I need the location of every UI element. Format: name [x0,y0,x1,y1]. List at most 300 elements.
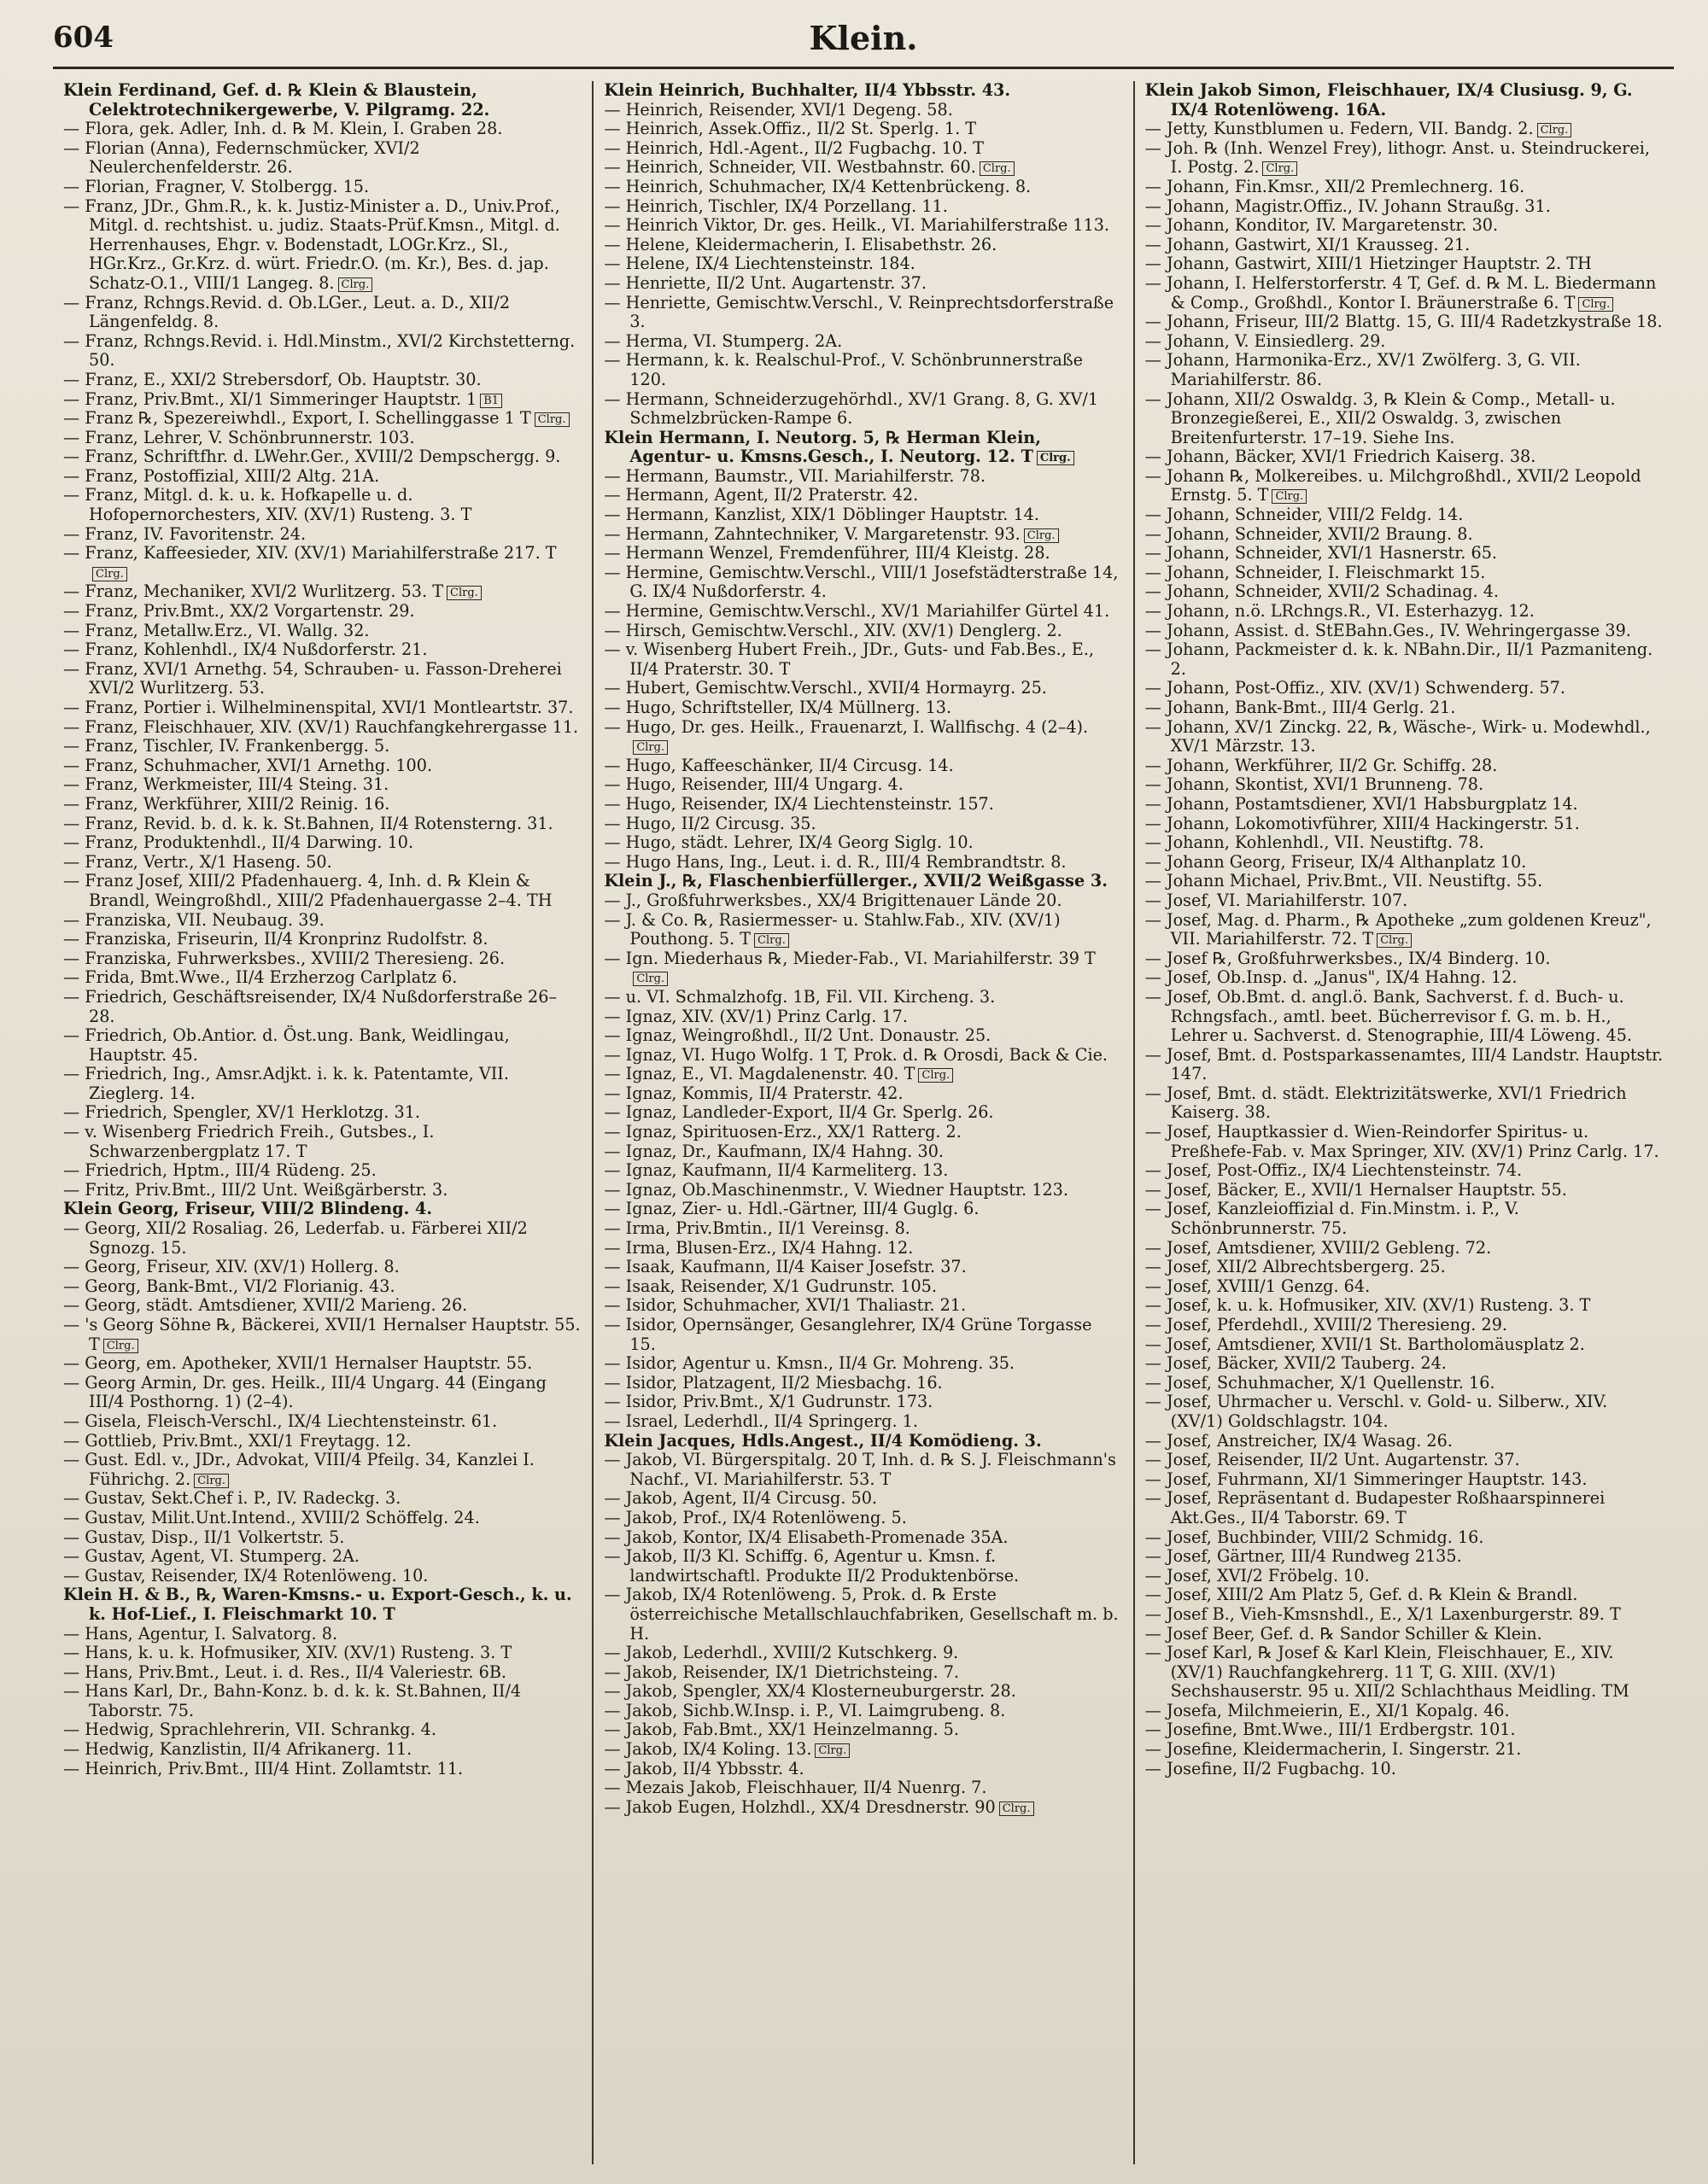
entry-text: — Heinrich, Schuhmacher, IX/4 Kettenbrückeng. 8. [604,176,1032,196]
entry-text: — Jakob, Kontor, IX/4 Elisabeth-Promenade 35A. [604,1527,1009,1547]
directory-entry [604,698,1122,718]
directory-entry [604,853,1122,873]
entry-text: — Heinrich, Schneider, VII. Westbahnstr. 60. [604,157,976,178]
directory-entry [604,390,1122,429]
entry-text: — Hans, k. u. k. Hofmusiker, XIV. (XV/1) Rusteng. 3. T [63,1643,512,1663]
entry-text: — Irma, Blusen-Erz., IX/4 Hahng. 12. [604,1237,914,1258]
entry-text: — Mezais Jakob, Fleischhauer, II/4 Nuenrg. 7. [604,1778,987,1798]
entry-text: — Johann, Bäcker, XVI/1 Friedrich Kaiserg. 38. [1144,447,1536,467]
directory-entry [604,1181,1122,1200]
directory-entry [63,775,582,795]
directory-entry [604,949,1122,988]
directory-entry [604,833,1122,853]
directory-entry [1145,988,1664,1046]
entry-text: — Johann, Gastwirt, XIII/1 Hietzinger Hauptstr. 2. TH [1144,254,1592,274]
directory-entry [604,294,1122,332]
directory-entry [63,930,582,949]
entry-text: — Franz, IV. Favoritenstr. 24. [63,523,307,544]
entry-text: Klein H. & B., ℞, Waren-Kmsns.- u. Export-Gesch., k. u. k. Hof-Lief., I. Fleischmarkt 10. T [63,1585,572,1624]
entry-text: — Josef, Kanzleioffizial d. Fin.Minstm. i. P., V. Schönbrunnerstr. 75. [1144,1199,1519,1239]
entry-text: — Josef, Bäcker, E., XVII/1 Hernalser Hauptstr. 55. [1144,1179,1567,1200]
directory-entry [1145,775,1664,795]
entry-text: — Jetty, Kunstblumen u. Federn, VII. Bandg. 2. [1144,119,1534,139]
directory-entry [604,756,1122,776]
entry-text: — Friedrich, Ing., Amsr.Adjkt. i. k. k. Patentamte, VII. Zieglerg. 14. [63,1064,509,1103]
directory-entry [1145,1432,1664,1451]
entry-text: — Jakob, Sichb.W.Insp. i. P., VI. Laimgrubeng. 8. [604,1700,1006,1720]
directory-entry [1145,1567,1664,1586]
entry-text: — Josefa, Milchmeierin, E., XI/1 Kopalg. 46. [1144,1700,1510,1720]
entry-text: — Josef, Repräsentant d. Budapester Roßhaarspinnerei Akt.Ges., II/4 Taborstr. 69. T [1144,1488,1606,1527]
entry-text: — Johann, I. Helferstorferstr. 4 T, Gef. d. ℞ M. L. Biedermann & Comp., Großhdl., Kontor I. Bräunerstraße 6. T [1144,272,1657,312]
directory-entry [1145,1316,1664,1335]
entry-text: — Franz, Werkmeister, III/4 Steing. 31. [63,774,389,795]
directory-entry [1145,197,1664,217]
entry-text: — Friedrich, Ob.Antior. d. Öst.ung. Bank, Weidlingau, Hauptstr. 45. [63,1025,510,1065]
page-header [53,19,1674,69]
entry-text: — Franz ℞, Spezereiwhdl., Export, I. Schellinggasse 1 T [63,408,531,429]
entry-text: — Josef, Ob.Insp. d. „Janus", IX/4 Hahng. 12. [1144,967,1518,988]
entry-text: — Josef, Amtsdiener, XVII/1 St. Bartholomäusplatz 2. [1144,1334,1585,1354]
entry-text: — Johann, Post-Offiz., XIV. (XV/1) Schwenderg. 57. [1144,678,1565,698]
directory-entry [604,1509,1122,1528]
entry-text: — Josef, VI. Mariahilferstr. 107. [1144,890,1408,910]
entry-text: — Johann, Schneider, I. Fleischmarkt 15. [1144,562,1486,582]
directory-entry [1145,1277,1664,1297]
directory-entry [1145,1046,1664,1084]
directory-entry [1145,274,1664,312]
entry-badge: Clrg. [980,161,1015,176]
entry-text: — Gottlieb, Priv.Bmt., XXI/1 Freytagg. 12. [63,1430,412,1451]
entry-text: — Georg, städt. Amtsdiener, XVII/2 Marieng. 26. [63,1295,468,1316]
entry-text: — Jakob, Reisender, IX/1 Dietrichsteing. 7. [604,1661,960,1682]
page-number: 604 [53,20,114,55]
directory-entry [1145,312,1664,332]
directory-entry [604,216,1122,236]
directory-entry [63,1509,582,1528]
directory-entry [63,1354,582,1374]
directory-entry [63,988,582,1026]
directory-entry [604,679,1122,698]
directory-entry [63,660,582,698]
directory-entry [604,1740,1122,1760]
entry-text: — Hans, Priv.Bmt., Leut. i. d. Res., II/4 Valeriestr. 6B. [63,1661,507,1682]
entry-text: Klein Ferdinand, Gef. d. ℞ Klein & Blaustein, Celektrotechnikergewerbe, V. Pilgramg. 22. [63,81,490,120]
directory-entry [604,486,1122,505]
directory-entry [604,332,1122,352]
entry-text: — Hedwig, Kanzlistin, II/4 Afrikanerg. 11. [63,1739,412,1760]
entry-text: — Georg, em. Apotheker, XVII/1 Hernalser Hauptstr. 55. [63,1353,533,1374]
entry-text: Klein Jacques, Hdls.Angest., II/4 Komödieng. 3. [604,1430,1042,1451]
directory-entry [1145,872,1664,891]
entry-text: — Josef, XIII/2 Am Platz 5, Gef. d. ℞ Klein & Brandl. [1144,1585,1578,1605]
directory-entry [1145,351,1664,389]
directory-entry-lead [63,81,582,120]
directory-entry [63,1161,582,1181]
directory-entry [1145,236,1664,255]
entry-text: — 's Georg Söhne ℞, Bäckerei, XVII/1 Hernalser Hauptstr. 55. T [63,1315,581,1354]
entry-text: — Josef, Fuhrmann, XI/1 Simmeringer Hauptstr. 143. [1144,1469,1588,1489]
directory-entry [1145,1161,1664,1181]
directory-entry [604,1702,1122,1721]
entry-text: — Franziska, Friseurin, II/4 Kronprinz Rudolfstr. 8. [63,929,488,949]
directory-entry [63,756,582,776]
directory-entry [604,1200,1122,1219]
directory-entry [1145,679,1664,698]
entry-text: — Franz, JDr., Ghm.R., k. k. Justiz-Minister a. D., Univ.Prof., Mitgl. d. rechtshist. u. judiz. Staats-Prüf.Kmsn., Mitgl. d. Herrenhauses, Ehgr. v. Bodenstadt, LOGr.Krz., Sl., HGr.Krz., Gr.Krz. d. würt. Friedr.O. (m. Kr.), Bes. d. jap. Schatz-O.1., VIII/1 Langeg. 8. [63,196,560,293]
entry-text: — Josef Karl, ℞ Josef & Karl Klein, Fleischhauer, E., XIV. (XV/1) Rauchfangkehrerg. 11 T, G. XIII. (XV/1) Sechshauserstr. 95 u. XII/2 Schlachthaus Meidling. TM [1144,1643,1629,1702]
directory-entry [63,582,582,602]
entry-text: — Hugo, II/2 Circusg. 35. [604,813,816,833]
directory-entry [63,718,582,738]
directory-entry [604,775,1122,795]
directory-entry [63,467,582,487]
directory-entry [604,505,1122,525]
directory-entry [1145,795,1664,815]
entry-text: — Hubert, Gemischtw.Verschl., XVII/4 Hormayrg. 25. [604,678,1047,698]
directory-entry [604,1161,1122,1181]
directory-entry [1145,254,1664,274]
directory-entry [63,1123,582,1161]
directory-entry-lead [63,1200,582,1219]
entry-text: — Jakob, VI. Bürgerspitalg. 20 T, Inh. d. ℞ S. J. Fleischmann's Nachf., VI. Mariahilferstr. 53. T [604,1450,1116,1489]
directory-entry [1145,1354,1664,1374]
directory-entry [63,139,582,178]
directory-entry [604,911,1122,949]
entry-text: — Ignaz, XIV. (XV/1) Prinz Carlg. 17. [604,1006,908,1026]
entry-text: — Florian, Fragner, V. Stolbergg. 15. [63,176,370,196]
directory-entry [604,1239,1122,1258]
entry-text: — Franz, Kaffeesieder, XIV. (XV/1) Mariahilferstraße 217. T [63,543,557,564]
directory-entry [1145,1335,1664,1355]
entry-text: — Franz, Mechaniker, XVI/2 Wurlitzerg. 53. T [63,581,444,602]
directory-entry [604,1123,1122,1142]
directory-entry [604,236,1122,255]
column-middle [592,81,1132,2164]
entry-text: — Franz, Lehrer, V. Schönbrunnerstr. 103. [63,427,415,447]
directory-entry [1145,1181,1664,1200]
directory-entry [1145,390,1664,448]
directory-entry [604,988,1122,1007]
directory-entry [63,1567,582,1586]
entry-text: — Johann, Assist. d. StEBahn.Ges., IV. Wehringergasse 39. [1144,620,1631,640]
directory-entry [63,853,582,873]
directory-entry [1145,1489,1664,1527]
directory-entry [1145,815,1664,834]
directory-entry [604,1316,1122,1354]
entry-text: — Franz Josef, XIII/2 Pfadenhauerg. 4, Inh. d. ℞ Klein & Brandl, Weingroßhdl., XIII/2 Pfadenhauergasse 2–4. TH [63,871,553,910]
directory-entry [63,120,582,139]
entry-text: — Hermann, Baumstr., VII. Mariahilferstr. 78. [604,465,986,486]
directory-entry [604,1219,1122,1239]
directory-entry [63,1103,582,1123]
directory-entry [604,139,1122,159]
entry-badge: Clrg. [103,1339,138,1353]
entry-text: — Josef B., Vieh-Kmsnshdl., E., X/1 Laxenburgerstr. 89. T [1144,1603,1621,1624]
directory-entry [1145,1374,1664,1393]
directory-entry [63,1644,582,1663]
entry-text: — Josef, Bmt. d. Postsparkassenamtes, III/4 Landstr. Hauptstr. 147. [1144,1044,1664,1084]
entry-text: — Johann, Schneider, XVII/2 Schadinag. 4. [1144,581,1500,602]
entry-text: — Franz, Mitgl. d. k. u. k. Hofkapelle u. d. Hofopernorchesters, XIV. (XV/1) Rusteng. 3. T [63,485,472,525]
entry-text: — Gustav, Disp., II/1 Volkertstr. 5. [63,1527,345,1547]
entry-text: — Heinrich, Tischler, IX/4 Porzellang. 11. [604,196,948,216]
entry-badge: Clrg. [633,740,668,755]
entry-text: — Hugo, Kaffeeschänker, II/4 Circusg. 14. [604,755,954,775]
entry-text: — Johann, Gastwirt, XI/1 Krausseg. 21. [1144,234,1471,254]
entry-text: — Franz, Tischler, IV. Frankenbergg. 5. [63,736,390,756]
directory-entry [604,467,1122,487]
directory-entry [63,429,582,448]
entry-text: — Hugo Hans, Ing., Leut. i. d. R., III/4 Rembrandtstr. 8. [604,851,1067,872]
directory-entry [63,1663,582,1683]
entry-text: — Johann, Packmeister d. k. k. NBahn.Dir., II/1 Pazmaniteng. 2. [1144,639,1653,679]
entry-text: — Franz, Vertr., X/1 Haseng. 50. [63,851,332,872]
entry-text: — Georg, XII/2 Rosaliag. 26, Lederfab. u. Färberei XII/2 Sgnozg. 15. [63,1218,528,1258]
directory-entry [604,1585,1122,1644]
directory-entry-lead [604,429,1122,467]
directory-entry [1145,891,1664,911]
directory-entry [604,1778,1122,1798]
columns [53,81,1674,2164]
directory-entry [1145,1393,1664,1431]
entry-text: — J. & Co. ℞, Rasiermesser- u. Stahlw.Fab., XIV. (XV/1) Pouthong. 5. T [604,909,1061,949]
directory-entry [604,158,1122,178]
entry-text: — Friedrich, Hptm., III/4 Rüdeng. 25. [63,1160,377,1181]
entry-text: — Franz, Priv.Bmt., XX/2 Vorgartenstr. 29. [63,601,415,622]
entry-text: — Hugo, Schriftsteller, IX/4 Müllnerg. 13. [604,698,952,717]
directory-entry [604,101,1122,120]
entry-text: — Henriette, II/2 Unt. Augartenstr. 37. [604,272,927,293]
entry-text: — Johann, Kohlenhdl., VII. Neustiftg. 78. [1144,832,1484,853]
entry-text: — Isaak, Reisender, X/1 Gudrunstr. 105. [604,1276,937,1296]
entry-text: — Heinrich Viktor, Dr. ges. Heilk., VI. Mariahilferstraße 113. [604,215,1110,236]
column-left [53,81,592,2164]
directory-entry [63,409,582,429]
entry-text: — J., Großfuhrwerksbes., XX/4 Brigittenauer Lände 20. [604,890,1062,910]
directory-entry [1145,1625,1664,1644]
entry-text: — Hedwig, Sprachlehrerin, VII. Schrankg. 4. [63,1720,436,1740]
directory-entry [604,178,1122,197]
directory-entry [1145,640,1664,679]
entry-text: — Joh. ℞ (Inh. Wenzel Frey), lithogr. Anst. u. Steindruckerei, I. Postg. 2. [1144,137,1650,178]
entry-badge: Clrg. [1377,933,1412,948]
entry-badge: Clrg. [1578,297,1613,312]
entry-text: — Franziska, VII. Neubaug. 39. [63,909,325,930]
directory-entry [63,698,582,718]
entry-text: — Jakob, Spengler, XX/4 Klosterneuburgerstr. 28. [604,1681,1016,1702]
entry-text: — Josef, Amtsdiener, XVIII/2 Gebleng. 72. [1144,1237,1492,1258]
directory-entry [604,1084,1122,1104]
directory-entry [63,949,582,969]
entry-text: — Gustav, Agent, VI. Stumperg. 2A. [63,1546,360,1567]
entry-text: — v. Wisenberg Hubert Freih., JDr., Guts- und Fab.Bes., E., II/4 Praterstr. 30. T [604,639,1094,679]
directory-entry [604,1528,1122,1548]
directory-entry [1145,544,1664,564]
entry-badge: Clrg. [754,933,789,948]
directory-entry [604,120,1122,139]
entry-text: — Frida, Bmt.Wwe., II/4 Erzherzog Carlplatz 6. [63,967,458,988]
entry-text: — Josef, XVI/2 Fröbelg. 10. [1144,1565,1370,1585]
entry-text: — Isidor, Platzagent, II/2 Miesbachg. 16. [604,1372,943,1393]
directory-entry [63,1181,582,1200]
entry-text: Klein Georg, Friseur, VIII/2 Blindeng. 4. [63,1199,433,1219]
entry-text: — Ignaz, Landleder-Export, II/4 Gr. Sperlg. 26. [604,1102,994,1123]
entry-text: — Heinrich, Reisender, XVI/1 Degeng. 58. [604,99,953,120]
directory-entry [604,602,1122,622]
entry-text: — Isidor, Agentur u. Kmsn., II/4 Gr. Mohreng. 35. [604,1353,1015,1374]
directory-entry [1145,1585,1664,1605]
entry-text: — Franz, XVI/1 Arnethg. 54, Schrauben- u. Fasson-Dreherei XVI/2 Wurlitzerg. 53. [63,658,562,698]
directory-entry [63,197,582,294]
directory-entry [63,1316,582,1354]
entry-text: — Johann ℞, Molkereibes. u. Milchgroßhdl., XVII/2 Leopold Ernstg. 5. T [1144,465,1641,505]
entry-text: — Johann, Harmonika-Erz., XV/1 Zwölferg. 3, G. VII. Mariahilferstr. 86. [1144,350,1581,389]
directory-entry [63,872,582,910]
entry-text: — Josef, k. u. k. Hofmusiker, XIV. (XV/1) Rusteng. 3. T [1144,1295,1591,1316]
entry-text: — Franz, Produktenhdl., II/4 Darwing. 10. [63,832,414,853]
entry-text: — Gustav, Reisender, IX/4 Rotenlöweng. 10. [63,1565,429,1585]
directory-entry [63,1760,582,1779]
entry-text: — Josef, Bäcker, XVII/2 Tauberg. 24. [1144,1353,1447,1374]
entry-text: — Franz, Werkführer, XIII/2 Reinig. 16. [63,793,390,814]
entry-text: — Johann Georg, Friseur, IX/4 Althanplatz 10. [1144,851,1527,872]
entry-text: — Hugo, Dr. ges. Heilk., Frauenarzt, I. Wallfischg. 4 (2–4). [604,716,1089,737]
entry-text: — Ignaz, Ob.Maschinenmstr., V. Wiedner Hauptstr. 123. [604,1179,1068,1200]
entry-text: — Henriette, Gemischtw.Verschl., V. Reinprechtsdorferstraße 3. [604,292,1114,332]
entry-text: — Johann, XII/2 Oswaldg. 3, ℞ Klein & Comp., Metall- u. Bronzegießerei, E., XII/2 Oswaldg. 3, zwischen Breitenfurterstr. 17–19. Siehe Ins. [1144,388,1616,447]
directory-entry [1145,1200,1664,1238]
entry-text: — Josef, Hauptkassier d. Wien-Reindorfer Spiritus- u. Preßhefe-Fab. v. Max Springer, XIV. (XV/1) Prinz Carlg. 17. [1144,1122,1659,1161]
directory-entry [604,1026,1122,1046]
column-right [1133,81,1674,2164]
entry-text: — Josef, XVIII/1 Genzg. 64. [1144,1276,1371,1296]
directory-entry [63,911,582,931]
directory-entry [63,1528,582,1548]
directory-entry [63,544,582,582]
entry-badge: Clrg. [1037,451,1074,465]
entry-text: — Johann, Schneider, VIII/2 Feldg. 14. [1144,505,1464,525]
entry-text: — Josef, Gärtner, III/4 Rundweg 2135. [1144,1546,1462,1567]
directory-entry-lead [604,81,1122,101]
entry-badge: Clrg. [338,277,373,292]
entry-text: — Isaak, Kaufmann, II/4 Kaiser Josefstr. 37. [604,1257,967,1277]
entry-text: — Josef, Ob.Bmt. d. angl.ö. Bank, Sachverst. f. d. Buch- u. Rchngsfach., amtl. beet. Bücherrevisor f. G. m. b. H., Lehrer u. Sachverst. d. Stenographie, III/4 Löweng. 45. [1144,986,1633,1046]
directory-entry [1145,467,1664,505]
directory-entry [604,1720,1122,1740]
entry-text: — Johann, Lokomotivführer, XIII/4 Hackingerstr. 51. [1144,813,1580,833]
directory-entry [1145,1605,1664,1625]
directory-entry [604,795,1122,815]
directory-entry [1145,1528,1664,1548]
directory-entry [63,178,582,197]
directory-entry [1145,968,1664,988]
entry-text: — Isidor, Schuhmacher, XVI/1 Thaliastr. 21. [604,1295,967,1316]
directory-entry [604,1007,1122,1027]
entry-text: — Josef ℞, Großfuhrwerksbes., IX/4 Binderg. 10. [1144,948,1551,968]
entry-text: — Helene, IX/4 Liechtensteinstr. 184. [604,254,915,274]
entry-text: — Hermann, Schneiderzugehörhdl., XV/1 Grang. 8, G. XV/1 Schmelzbrücken-Rampe 6. [604,388,1099,429]
directory-entry [604,1682,1122,1702]
entry-badge: Clrg. [1024,528,1059,543]
directory-entry [604,1354,1122,1374]
directory-entry [1145,1702,1664,1721]
directory-entry [604,544,1122,564]
directory-entry [1145,216,1664,236]
directory-entry [604,1065,1122,1084]
entry-text: — Johann, Schneider, XVII/2 Braung. 8. [1144,523,1473,544]
directory-entry [63,1625,582,1644]
entry-text: — Franz, Rchngs.Revid. i. Hdl.Minstm., XVI/2 Kirchstetterng. 50. [63,330,576,371]
directory-entry [1145,332,1664,352]
directory-entry [63,640,582,660]
directory-entry [604,525,1122,545]
entry-text: — Johann, Magistr.Offiz., IV. Johann Straußg. 31. [1144,196,1551,216]
directory-entry [1145,447,1664,467]
entry-text: — Hans, Agentur, I. Salvatorg. 8. [63,1623,338,1644]
entry-text: — Georg, Bank-Bmt., VI/2 Florianig. 43. [63,1276,395,1296]
entry-text: — u. VI. Schmalzhofg. 1B, Fil. VII. Kircheng. 3. [604,986,996,1007]
directory-entry [1145,1123,1664,1161]
directory-entry-lead [604,1432,1122,1451]
entry-text: — Franz, Postoffizial, XIII/2 Altg. 21A. [63,465,380,486]
entry-text: — Franz, Kohlenhdl., IX/4 Nußdorferstr. 21. [63,639,428,660]
entry-badge: Clrg. [194,1474,229,1488]
entry-text: — Helene, Kleidermacherin, I. Elisabethstr. 26. [604,234,997,254]
directory-entry [1145,139,1664,178]
directory-entry [1145,602,1664,622]
entry-text: — v. Wisenberg Friedrich Freih., Gutsbes., I. Schwarzenbergplatz 17. T [63,1122,435,1161]
directory-entry [63,1682,582,1720]
entry-text: — Georg, Friseur, XIV. (XV/1) Hollerg. 8. [63,1257,400,1277]
entry-text: — Hermann, k. k. Realschul-Prof., V. Schönbrunnerstraße 120. [604,350,1083,389]
directory-entry [1145,1258,1664,1277]
entry-text: — Johann Michael, Priv.Bmt., VII. Neustiftg. 55. [1144,871,1543,891]
directory-entry [604,197,1122,217]
directory-entry [604,1644,1122,1663]
directory-entry [1145,505,1664,525]
directory-entry [1145,178,1664,197]
entry-text: — Johann, Fin.Kmsr., XII/2 Premlechnerg. 16. [1144,176,1525,196]
directory-entry-lead [63,1585,582,1624]
entry-text: — Florian (Anna), Federnschmücker, XVI/2 Neulerchenfelderstr. 26. [63,137,420,178]
directory-entry [1145,564,1664,583]
entry-text: — Ignaz, Zier- u. Hdl.-Gärtner, III/4 Guglg. 6. [604,1199,980,1219]
entry-text: — Franziska, Fuhrwerksbes., XVIII/2 Theresieng. 26. [63,948,506,968]
entry-text: — Gustav, Sekt.Chef i. P., IV. Radeckg. 3. [63,1488,401,1509]
entry-text: — Josef, Schuhmacher, X/1 Quellenstr. 16. [1144,1372,1495,1393]
directory-entry [63,332,582,371]
directory-entry [1145,1547,1664,1567]
entry-text: — Hermine, Gemischtw.Verschl., VIII/1 Josefstädterstraße 14, G. IX/4 Nußdorferstr. 4. [604,562,1119,602]
directory-entry [604,1277,1122,1297]
directory-entry [604,1760,1122,1779]
entry-text: — Johann, XV/1 Zinckg. 22, ℞, Wäsche-, Wirk- u. Modewhdl., XV/1 Märzstr. 13. [1144,716,1651,756]
entry-text: — Franz, Revid. b. d. k. k. St.Bahnen, II/4 Rotensterng. 31. [63,813,553,833]
entry-text: Klein Heinrich, Buchhalter, II/4 Ybbsstr. 43. [604,81,1011,100]
entry-text: — Georg Armin, Dr. ges. Heilk., III/4 Ungarg. 44 (Eingang III/4 Posthorng. 1) (2–4). [63,1372,547,1412]
directory-entry [1145,756,1664,776]
entry-text: — Josef, Anstreicher, IX/4 Wasag. 26. [1144,1430,1453,1451]
entry-text: — Gisela, Fleisch-Verschl., IX/4 Liechtensteinstr. 61. [63,1410,498,1431]
directory-entry [63,1258,582,1277]
directory-entry [63,371,582,390]
directory-entry [1145,1644,1664,1702]
entry-text: — Irma, Priv.Bmtin., II/1 Vereinsg. 8. [604,1218,910,1239]
directory-entry [1145,1084,1664,1123]
entry-text: — Hermann, Kanzlist, XIX/1 Döblinger Hauptstr. 14. [604,505,1039,525]
entry-text: — Hermine, Gemischtw.Verschl., XV/1 Mariahilfer Gürtel 41. [604,601,1110,622]
